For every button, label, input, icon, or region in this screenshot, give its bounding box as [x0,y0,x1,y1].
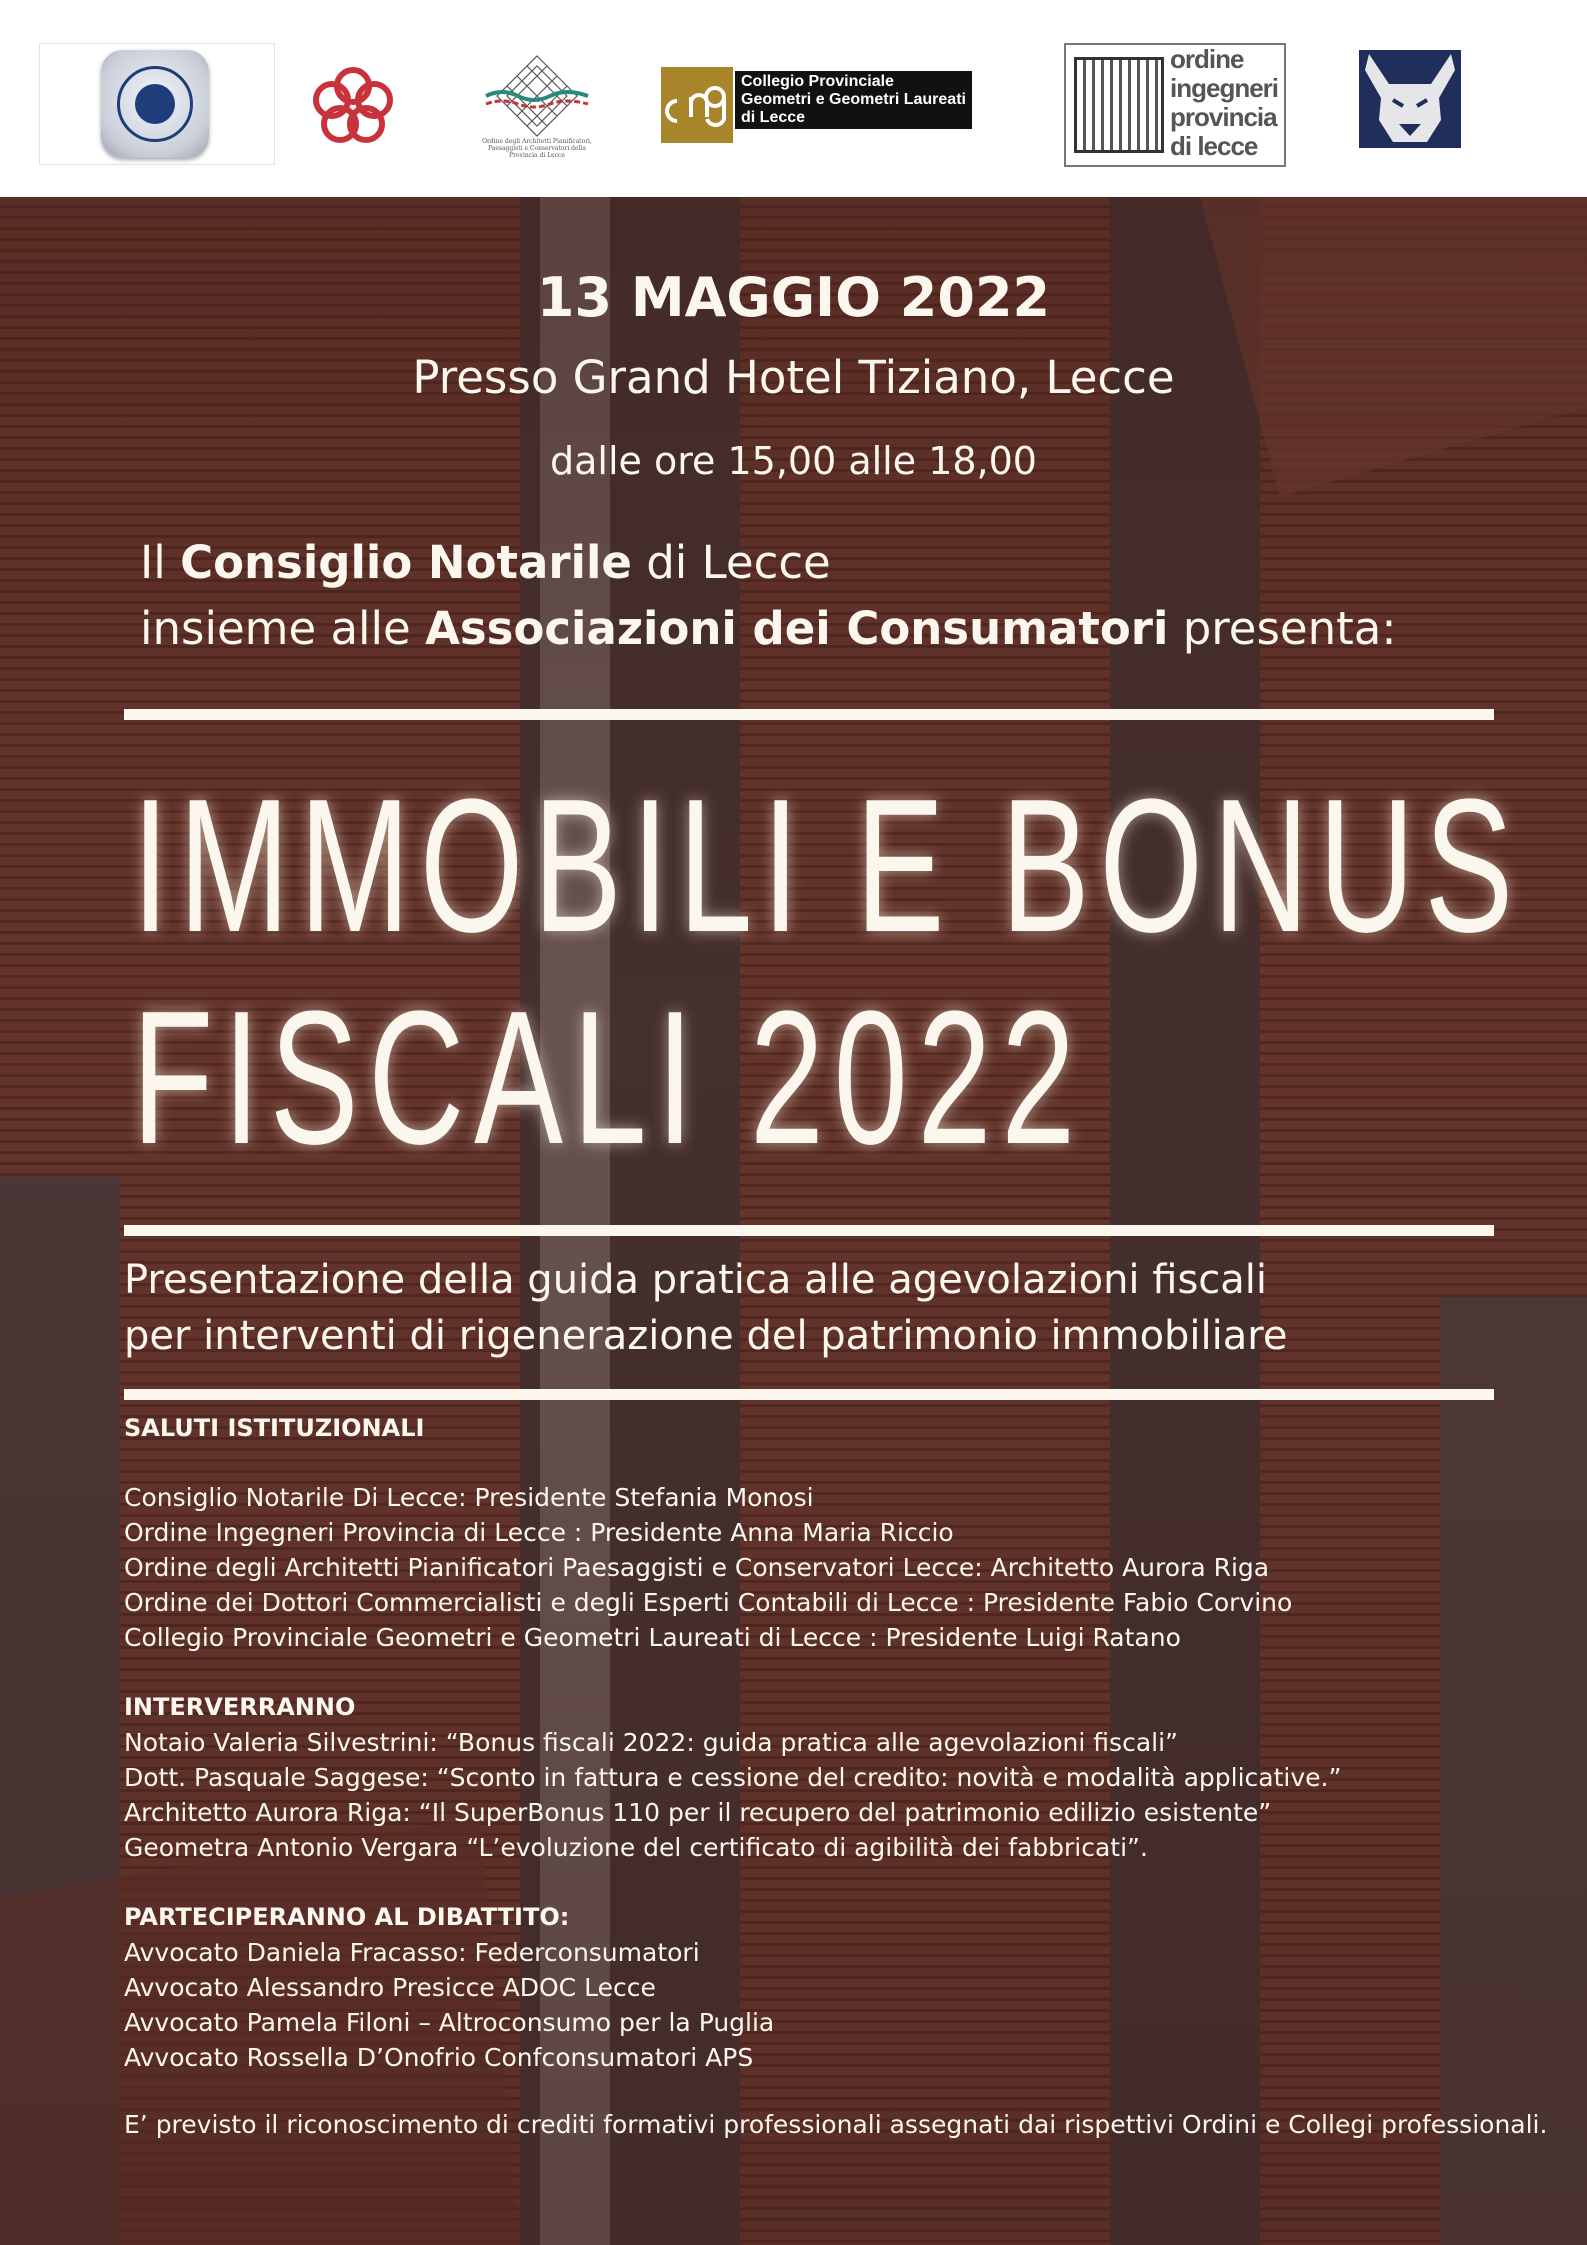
dibattito-heading: PARTECIPERANNO AL DIBATTITO: [124,1903,570,1931]
rosette-icon [308,62,398,150]
title-line-1: IMMOBILI E BONUS [132,760,1523,972]
list-item: Ordine degli Architetti Pianificatori Paesaggisti e Conservatori Lecce: Architetto Aurora Riga [124,1553,1270,1582]
list-item: Notaio Valeria Silvestrini: “Bonus fiscali 2022: guida pratica alle agevolazioni fiscali” [124,1728,1178,1757]
list-item: Dott. Pasquale Saggese: “Sconto in fattura e cessione del credito: novità e modalità applicative.” [124,1763,1342,1792]
geometri-mark-icon [661,67,733,143]
title-line-2: FISCALI 2022 [132,972,1086,1184]
list-item: Consiglio Notarile Di Lecce: Presidente Stefania Monosi [124,1483,814,1512]
list-item: Ordine Ingegneri Provincia di Lecce : Presidente Anna Maria Riccio [124,1518,954,1547]
interverranno-list [124,1725,1341,1865]
divider-middle [124,1225,1494,1236]
geometri-logo [661,67,1003,143]
architetti-mark-icon [482,52,592,138]
consiglio-notarile-logo [39,43,275,165]
building-icon [1074,57,1164,153]
event-date: 13 MAGGIO 2022 [536,266,1051,329]
divider-bottom [124,1389,1494,1400]
list-item: Ordine dei Dottori Commercialisti e degli Esperti Contabili di Lecce : Presidente Fabio Corvino [124,1588,1293,1617]
list-item: Architetto Aurora Riga: “Il SuperBonus 110 per il recupero del patrimonio edilizio esistente” [124,1798,1272,1827]
saluti-heading: SALUTI ISTITUZIONALI [124,1414,425,1442]
list-item: Avvocato Daniela Fracasso: Federconsumatori [124,1938,700,1967]
geometri-name: Collegio Provinciale Geometri e Geometri Laureati di Lecce [735,71,972,129]
intro-text [140,530,1397,662]
ingegneri-logo [1064,43,1286,167]
ingegneri-text: ordine ingegneri provincia di lecce [1170,44,1279,161]
list-item: Geometra Antonio Vergara “L’evoluzione del certificato di agibilità dei fabbricati”. [124,1833,1148,1862]
architetti-logo [482,52,592,160]
footer-note: E’ previsto il riconoscimento di crediti formativi professionali assegnati dai rispettivi Ordini e Collegi professionali. [124,2110,1548,2139]
intro-line-2: insieme alle Associazioni dei Consumatori presenta: [140,602,1397,655]
subtitle: Presentazione della guida pratica alle agevolazioni fiscali per interventi di rigenerazione del patrimonio immobiliare [124,1257,1288,1359]
list-item: Collegio Provinciale Geometri e Geometri Laureati di Lecce : Presidente Luigi Ratano [124,1623,1181,1652]
wolf-icon [1359,50,1461,148]
associazioni-label: Associazioni dei Consumatori [425,602,1169,655]
divider-top [124,709,1494,720]
interverranno-heading: INTERVERRANNO [124,1693,356,1721]
event-venue: Presso Grand Hotel Tiziano, Lecce [412,351,1175,404]
list-item: Avvocato Pamela Filoni – Altroconsumo per la Puglia [124,2008,775,2037]
intro-line-1: Il Consiglio Notarile di Lecce [140,536,831,589]
list-item: Avvocato Rossella D’Onofrio Confconsumatori APS [124,2043,754,2072]
main-title [132,760,1523,1184]
wolf-logo [1359,50,1461,148]
saluti-list [124,1480,1292,1655]
dibattito-list [124,1935,774,2075]
event-hours: dalle ore 15,00 alle 18,00 [550,439,1037,483]
logos-header [0,0,1587,197]
consiglio-notarile-label: Consiglio Notarile [180,536,632,589]
list-item: Avvocato Alessandro Presicce ADOC Lecce [124,1973,656,2002]
commercialisti-logo [308,62,398,150]
notary-seal-icon [101,50,209,158]
architetti-caption: Ordine degli Architetti Pianificatori, Paesaggisti e Conservatori della Provincia di Lecce [482,138,592,159]
